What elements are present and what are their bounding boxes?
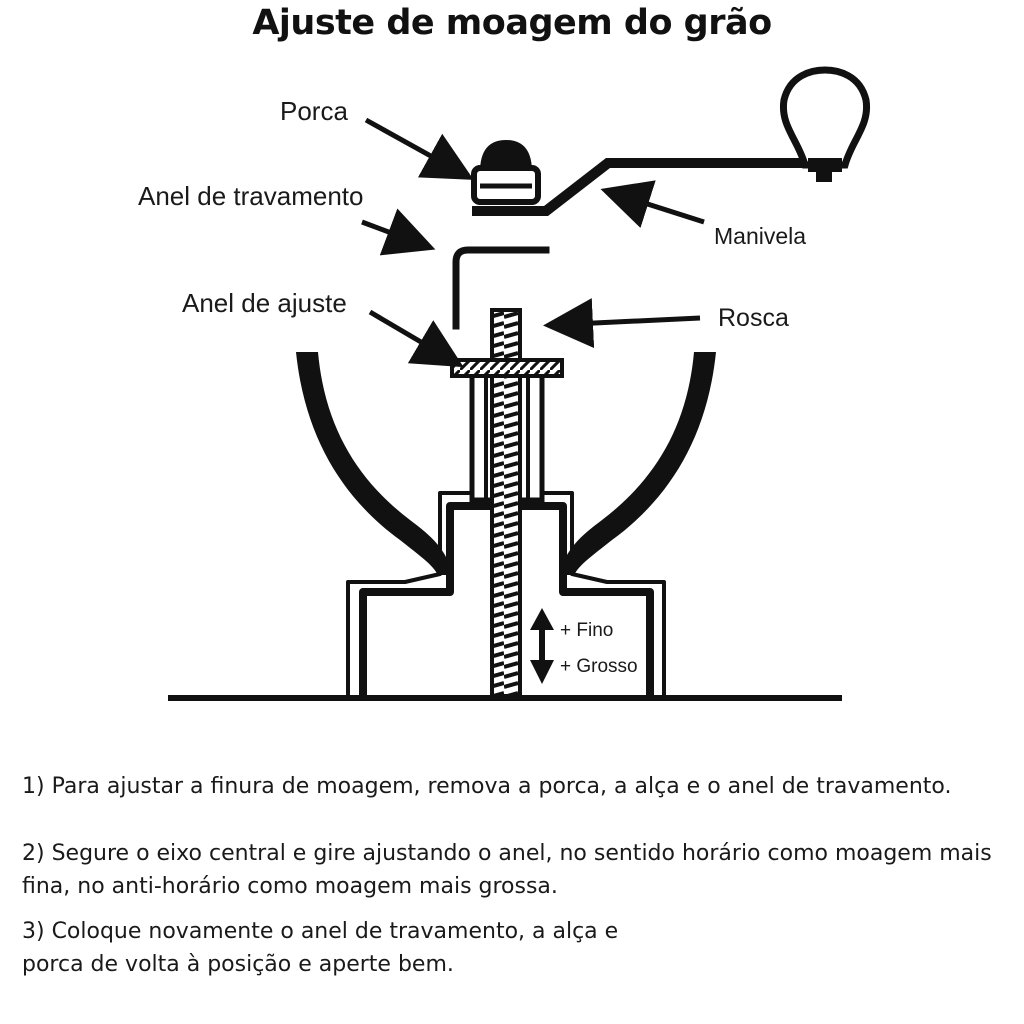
fine-coarse-indicator	[530, 608, 554, 684]
nut	[474, 140, 538, 202]
step-3: 3) Coloque novamente o anel de travamento, a alça e porca de volta à posição e aperte bem.	[22, 919, 619, 977]
hopper-right-wall	[560, 352, 716, 575]
arrow-rosca	[553, 318, 700, 325]
arrow-anel-ajuste	[370, 312, 455, 362]
hopper-left-wall	[296, 352, 452, 575]
instructions	[22, 770, 1012, 981]
label-anel-travamento: Anel de travamento	[138, 181, 364, 211]
arrow-porca	[366, 120, 465, 175]
step-2: 2) Segure o eixo central e gire ajustando o anel, no sentido horário como moagem mais fina, no anti-horário como moagem mais grossa.	[22, 841, 992, 899]
label-porca: Porca	[280, 96, 348, 126]
label-anel-ajuste: Anel de ajuste	[182, 288, 347, 318]
label-grosso: + Grosso	[560, 656, 638, 677]
arrow-anel-travamento	[362, 222, 426, 246]
page-title: Ajuste de moagem do grão	[252, 3, 772, 43]
label-fino: + Fino	[560, 620, 614, 641]
arrow-manivela	[610, 192, 704, 222]
step-1: 1) Para ajustar a finura de moagem, remova a porca, a alça e o anel de travamento.	[22, 774, 952, 799]
adjusting-ring	[452, 360, 562, 376]
label-manivela: Manivela	[714, 223, 807, 249]
label-rosca: Rosca	[718, 304, 789, 332]
